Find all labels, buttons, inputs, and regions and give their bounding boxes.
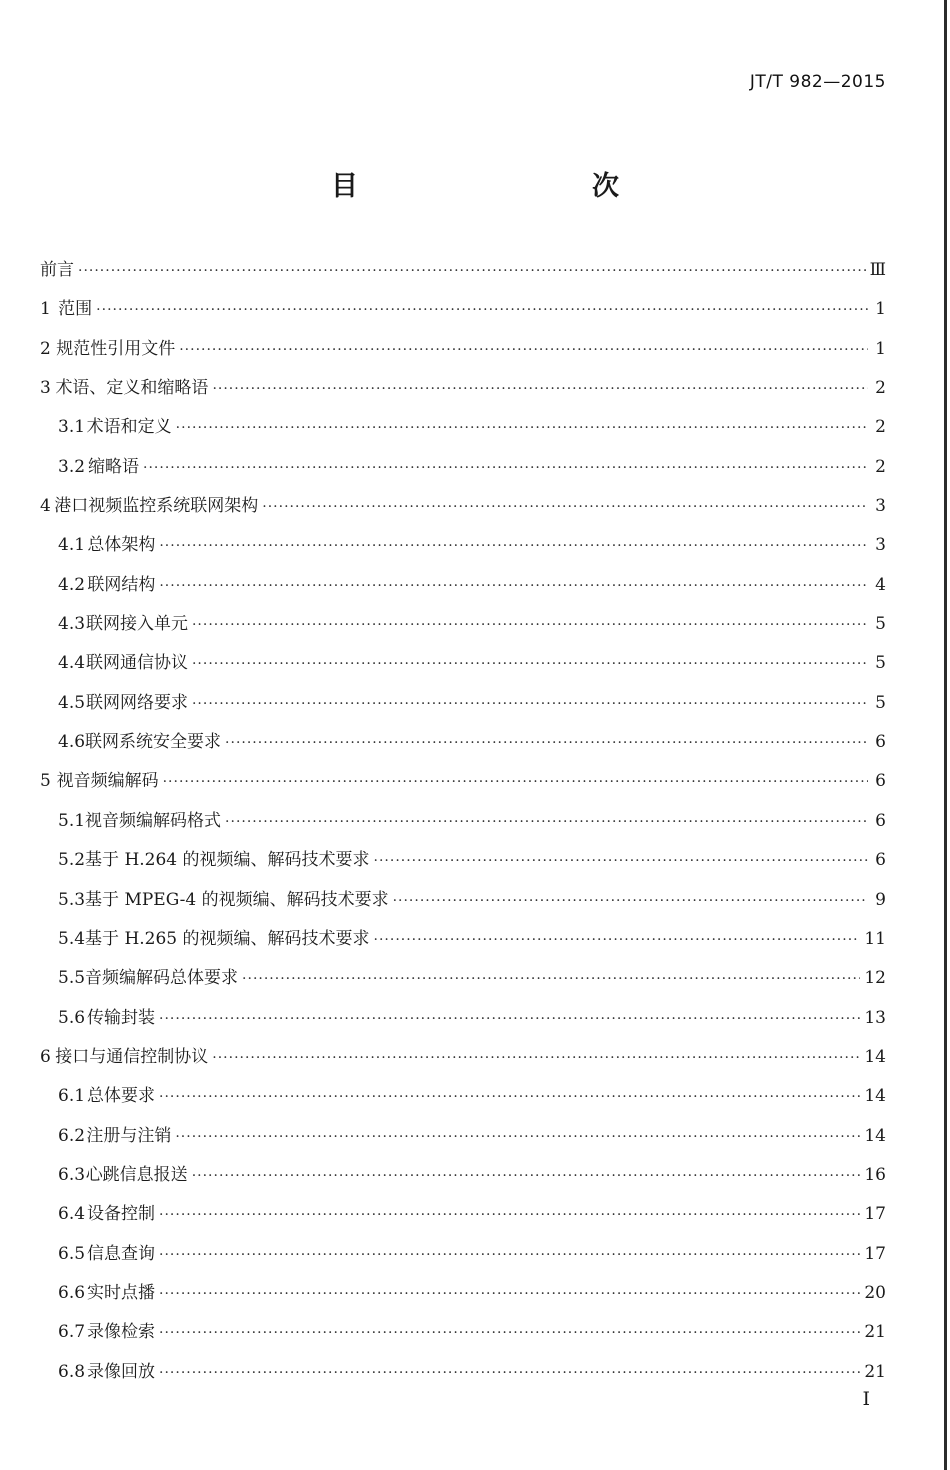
toc-entry-number: 6.5 [58,1243,86,1264]
toc-entry-number: 4 [40,496,51,517]
toc-entry[interactable] [40,841,886,880]
toc-entry-page: 17 [864,1243,886,1264]
dot-leader [143,449,868,488]
toc-entry-number: 4.5 [58,692,86,713]
dot-leader [159,1000,860,1039]
toc-entry-number: 6.3 [58,1164,86,1185]
toc-entry[interactable] [40,762,886,801]
dot-leader [393,882,868,921]
toc-entry-number: 4.1 [58,535,86,556]
toc-entry-number: 6.8 [58,1361,86,1382]
toc-entry-label: 总体要求 [87,1086,156,1107]
toc-entry-page: 3 [875,496,886,517]
toc-entry-page: 5 [875,614,886,635]
toc-entry[interactable] [40,1195,886,1234]
toc-entry-number: 6.1 [58,1086,86,1107]
dot-leader [192,685,868,724]
toc-entry-page: 2 [875,378,886,399]
toc-entry-page: 5 [875,692,886,713]
toc-entry-number: 2 [40,338,51,359]
toc-entry-label: 录像回放 [87,1361,156,1382]
toc-entry[interactable] [40,684,886,723]
toc-entry-label: 实时点播 [87,1282,156,1303]
toc-entry-number: 6.4 [58,1204,86,1225]
toc-entry-page: 14 [864,1125,886,1146]
toc-entry-label: 联网通信协议 [85,653,188,674]
dot-leader [374,842,868,881]
toc-entry-page: 1 [875,299,886,320]
toc-entry[interactable] [40,487,886,526]
toc-entry[interactable] [40,605,886,644]
dot-leader [159,1078,860,1117]
toc-entry[interactable] [40,1274,886,1313]
toc-entry-number: 5.5 [58,968,86,989]
toc-entry-number: 6.7 [58,1322,86,1343]
toc-entry-page: 17 [864,1204,886,1225]
toc-entry[interactable] [40,959,886,998]
dot-leader [374,921,861,960]
toc-entry-label: 基于 MPEG-4 的视频编、解码技术要求 [85,889,389,910]
toc-entry-label: 录像检索 [87,1322,156,1343]
toc-entry-number: 1 [40,299,51,320]
toc-entry-label: 联网系统安全要求 [85,732,222,753]
toc-entry-page: 14 [864,1046,886,1067]
dot-leader [96,291,868,330]
toc-entry-label: 基于 H.264 的视频编、解码技术要求 [85,850,370,871]
toc-entry-number: 4.4 [58,653,86,674]
dot-leader [212,1039,860,1078]
dot-leader [192,645,868,684]
dot-leader [192,606,868,645]
toc-entry-page: 16 [864,1164,886,1185]
toc-entry-label: 范围 [58,299,93,320]
toc-entry-page: 21 [864,1361,886,1382]
toc-entry-number: 4.3 [58,614,86,635]
document-code: JT/T 982—2015 [749,72,886,92]
toc-entry-label: 视音频编解码格式 [85,810,222,831]
toc-entry-page: 9 [875,889,886,910]
toc-entry[interactable] [40,881,886,920]
toc-entry-label: 术语和定义 [86,417,172,438]
toc-entry[interactable] [40,448,886,487]
dot-leader [212,370,868,409]
toc-entry-page: 6 [875,732,886,753]
toc-entry-label: 信息查询 [87,1243,156,1264]
toc-entry[interactable] [40,526,886,565]
toc-entry-label: 基于 H.265 的视频编、解码技术要求 [85,928,370,949]
dot-leader [242,960,860,999]
dot-leader [175,1118,860,1157]
toc-entry-page: Ⅲ [869,260,886,280]
toc-entry[interactable] [40,1038,886,1077]
dot-leader [78,252,866,291]
toc-entry[interactable] [40,723,886,762]
toc-entry[interactable] [40,566,886,605]
toc-entry[interactable] [40,1353,886,1392]
toc-entry-label: 注册与注销 [86,1125,172,1146]
toc-entry-page: 6 [875,850,886,871]
toc-entry-number: 5.4 [58,928,86,949]
toc-entry-number: 5.6 [58,1007,86,1028]
dot-leader [159,567,868,606]
toc-entry[interactable] [40,920,886,959]
toc-entry-number: 3 [40,378,51,399]
toc-entry[interactable] [40,1117,886,1156]
toc-entry[interactable] [40,644,886,683]
toc-entry-number: 5.3 [58,889,86,910]
dot-leader [159,1236,860,1275]
toc-entry-page: 20 [864,1282,886,1303]
dot-leader [159,1275,860,1314]
toc-entry-label: 缩略语 [88,456,140,477]
toc-entry[interactable] [40,1077,886,1116]
toc-entry[interactable] [40,802,886,841]
toc-entry-page: 6 [875,771,886,792]
toc-entry-label: 港口视频监控系统联网架构 [54,496,259,517]
page-edge [944,0,947,1470]
toc-entry-label: 总体架构 [87,535,156,556]
dot-leader [163,763,868,802]
toc-entry-label: 音频编解码总体要求 [85,968,239,989]
toc-entry-number: 6.6 [58,1282,86,1303]
toc-entry-number: 3.1 [58,417,86,438]
toc-entry-page: 2 [875,456,886,477]
toc-entry-number: 4.6 [58,732,86,753]
dot-leader [176,409,868,448]
toc-entry[interactable] [40,1156,886,1195]
table-of-contents [40,251,886,1392]
toc-entry-page: 2 [875,417,886,438]
toc-entry[interactable] [40,1313,886,1352]
toc-entry[interactable] [40,330,886,369]
toc-entry-label: 接口与通信控制协议 [55,1046,209,1067]
toc-entry-label: 传输封装 [87,1007,156,1028]
toc-entry[interactable] [40,369,886,408]
toc-entry[interactable] [40,1235,886,1274]
toc-entry-number: 6.2 [58,1125,86,1146]
dot-leader [225,803,868,842]
toc-entry-number: 5.1 [58,810,86,831]
toc-entry-page: 4 [875,574,886,595]
toc-entry-number: 5.2 [58,850,86,871]
dot-leader [179,331,868,370]
toc-entry-page: 1 [875,338,886,359]
toc-entry-page: 3 [875,535,886,556]
toc-entry-number: 6 [40,1046,51,1067]
toc-entry-page: 11 [864,928,886,949]
toc-entry-number: 4.2 [58,574,86,595]
toc-entry-number: 3.2 [58,456,86,477]
dot-leader [159,527,868,566]
dot-leader [159,1354,860,1393]
toc-entry[interactable] [40,251,886,290]
dot-leader [225,724,868,763]
toc-entry[interactable] [40,999,886,1038]
toc-entry-label: 规范性引用文件 [56,338,176,359]
toc-entry-label: 心跳信息报送 [85,1164,188,1185]
dot-leader [159,1314,860,1353]
toc-entry[interactable] [40,408,886,447]
toc-entry-label: 术语、定义和缩略语 [55,378,209,399]
toc-entry[interactable] [40,290,886,329]
dot-leader [262,488,868,527]
page-number: I [862,1388,870,1410]
toc-entry-label: 设备控制 [87,1204,156,1225]
toc-entry-number: 5 [40,771,51,792]
toc-entry-page: 5 [875,653,886,674]
toc-entry-label: 联网接入单元 [85,614,188,635]
dot-leader [159,1196,860,1235]
toc-entry-page: 13 [864,1007,886,1028]
toc-entry-label: 前言 [40,260,74,280]
toc-entry-label: 联网结构 [87,574,156,595]
toc-entry-page: 21 [864,1322,886,1343]
toc-entry-page: 14 [864,1086,886,1107]
toc-entry-page: 6 [875,810,886,831]
toc-entry-label: 视音频编解码 [56,771,159,792]
toc-entry-page: 12 [864,968,886,989]
dot-leader [192,1157,861,1196]
toc-entry-label: 联网网络要求 [85,692,188,713]
page-title: 目 次 [331,171,679,202]
